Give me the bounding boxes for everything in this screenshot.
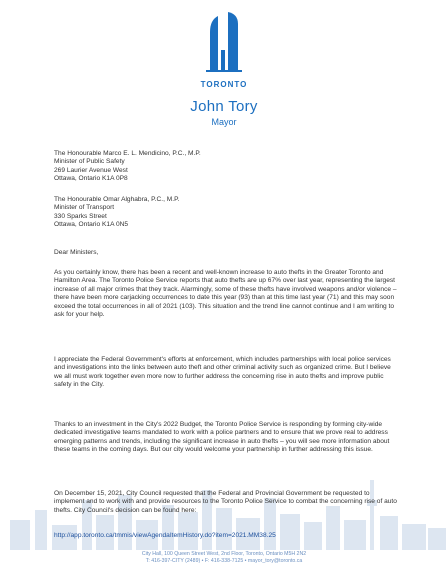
council-decision-link[interactable]: http://app.toronto.ca/tmmis/viewAgendaItemHistory.do?item=2021.MM38.25 <box>54 532 276 539</box>
mayor-name: John Tory <box>190 98 258 115</box>
recipient-2-name: The Honourable Omar Alghabra, P.C., M.P. <box>54 196 180 203</box>
letterhead-footer <box>0 551 448 565</box>
paragraph-2: I appreciate the Federal Government's efforts at enforcement, which includes partnerships with local police services and investigations into the links between auto theft and other criminal activity such as organized crime. But I believe we all must work together even more now to further address the concerning rise in auto thefts and improve public safety in the City. <box>54 356 391 389</box>
toronto-city-hall-logo-icon <box>204 10 244 80</box>
recipient-2-city: Ottawa, Ontario K1A 0N5 <box>54 221 129 229</box>
letterhead <box>0 10 448 127</box>
toronto-wordmark: TORONTO <box>200 80 248 89</box>
recipient-2-title: Minister of Transport <box>54 204 115 212</box>
paragraph-1: As you certainly know, there has been a recent and well-known increase to auto thefts in the Greater Toronto and Hamilton Area. The Toronto Police Service reports that auto thefts are up 67% over last year, representing the largest increase of all major crimes that they track. Alarmingly, some of these thefts have involved weapons and/or violence – there have been more carjacking occurrences to date this year (93) than at this time last year (71) and this may soon exceed the total occurrences in all of 2021 (103). This situation and the trend line cannot continue and I am writing to ask for your help. <box>54 269 397 319</box>
mayor-title: Mayor <box>211 117 237 127</box>
recipient-1-title: Minister of Public Safety <box>54 158 125 166</box>
recipient-address-2 <box>54 196 399 230</box>
paragraph-4: On December 15, 2021, City Council requested that the Federal and Provincial Government be requested to implement and to work with and provide resources to the Toronto Police Service to combat the concerning rise of auto thefts. City Council's decision can be found here: <box>54 490 397 514</box>
salutation: Dear Ministers, <box>54 249 99 256</box>
footer-address: City Hall, 100 Queen Street West, 2nd Floor, Toronto, Ontario M5H 2N2 <box>141 551 307 557</box>
recipient-address-1 <box>54 150 399 184</box>
paragraph-3: Thanks to an investment in the City's 2022 Budget, the Toronto Police Service is responding by forming city-wide dedicated investigative teams mandated to work with a police partners and to ensure that we prove real to address emerging patterns and trends, including the significant increase in auto thefts – you will see more information about these teams in the coming days. But our city would welcome your partnership in further addressing this issue. <box>54 421 390 454</box>
recipient-1-name: The Honourable Marco E. L. Mendicino, P.C., M.P. <box>54 150 201 157</box>
recipient-1-street: 269 Laurier Avenue West <box>54 166 128 174</box>
footer-contact: T: 416-397-CITY (2489) • F: 416-338-7125 • mayor_tory@toronto.ca <box>145 558 303 564</box>
recipient-2-street: 330 Sparks Street <box>54 212 107 220</box>
recipient-1-city: Ottawa, Ontario K1A 0P8 <box>54 175 128 183</box>
